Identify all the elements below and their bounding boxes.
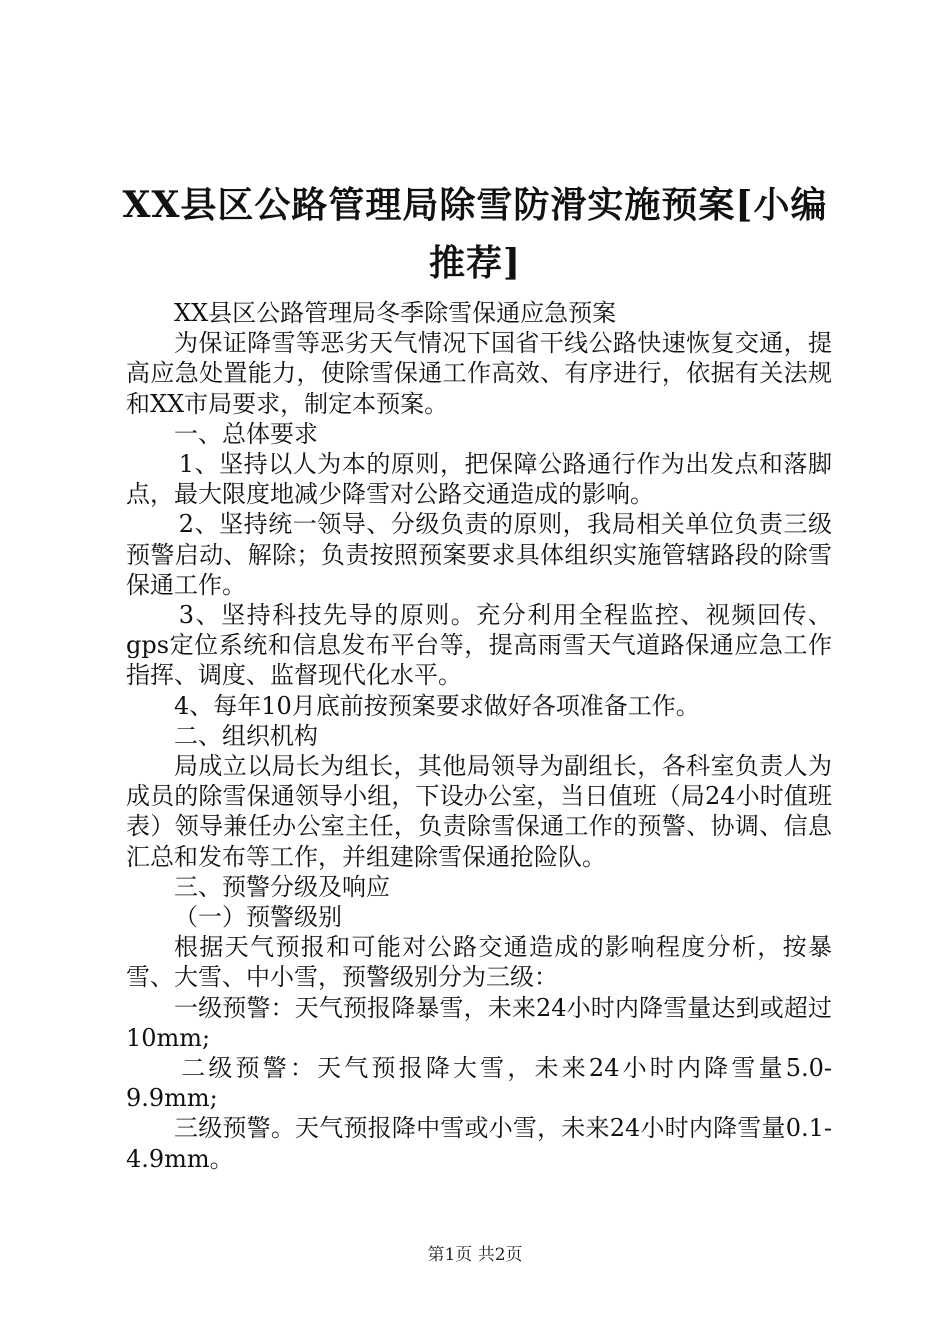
paragraph-purpose: 为保证降雪等恶劣天气情况下国省干线公路快速恢复交通，提高应急处置能力，使除雪保通工作高效、有序进行，依据有关法规和XX市局要求，制定本预案。 <box>126 329 832 418</box>
paragraph-level-2: 二级预警：天气预报降大雪，未来24小时内降雪量5.0-9.9mm; <box>126 1054 832 1113</box>
paragraph-level-3: 三级预警。天气预报降中雪或小雪，未来24小时内降雪量0.1-4.9mm。 <box>126 1114 832 1173</box>
paragraph-plan-name: XX县区公路管理局冬季除雪保通应急预案 <box>174 299 617 327</box>
document-title: XX县区公路管理局除雪防滑实施预案[小编推荐] <box>122 184 828 284</box>
paragraph-principle-2: 2、坚持统一领导、分级负责的原则，我局相关单位负责三级预警启动、解除；负责按照预案要求具体组织实施管辖路段的除雪保通工作。 <box>126 510 832 599</box>
paragraph-principle-3: 3、坚持科技先导的原则。充分利用全程监控、视频回传、gps定位系统和信息发布平台等，提高雨雪天气道路保通应急工作指挥、调度、监督现代化水平。 <box>126 601 832 690</box>
paragraph-principle-4: 4、每年10月底前按预案要求做好各项准备工作。 <box>174 691 700 720</box>
heading-general-requirements: 一、总体要求 <box>174 419 318 448</box>
paragraph-level-1: 一级预警：天气预报降暴雪，未来24小时内降雪量达到或超过10mm; <box>126 993 832 1052</box>
heading-warning-levels: （一）预警级别 <box>174 903 342 932</box>
paragraph-principle-1: 1、坚持以人为本的原则，把保障公路通行作为出发点和落脚点，最大限度地减少降雪对公路交通造成的影响。 <box>126 450 832 509</box>
paragraph-organization: 局成立以局长为组长，其他局领导为副组长，各科室负责人为成员的除雪保通领导小组，下设办公室，当日值班（局24小时值班表）领导兼任办公室主任，负责除雪保通工作的预警、协调、信息汇总和发布等工作，并组建除雪保通抢险队。 <box>126 752 832 871</box>
paragraph-warning-basis: 根据天气预报和可能对公路交通造成的影响程度分析，按暴雪、大雪、中小雪，预警级别分为三级： <box>126 933 832 992</box>
page-number-footer: 第1页 共2页 <box>427 1245 523 1265</box>
document-body <box>126 298 832 1174</box>
heading-warning-levels-response: 三、预警分级及响应 <box>174 872 390 901</box>
heading-organization: 二、组织机构 <box>174 721 318 750</box>
